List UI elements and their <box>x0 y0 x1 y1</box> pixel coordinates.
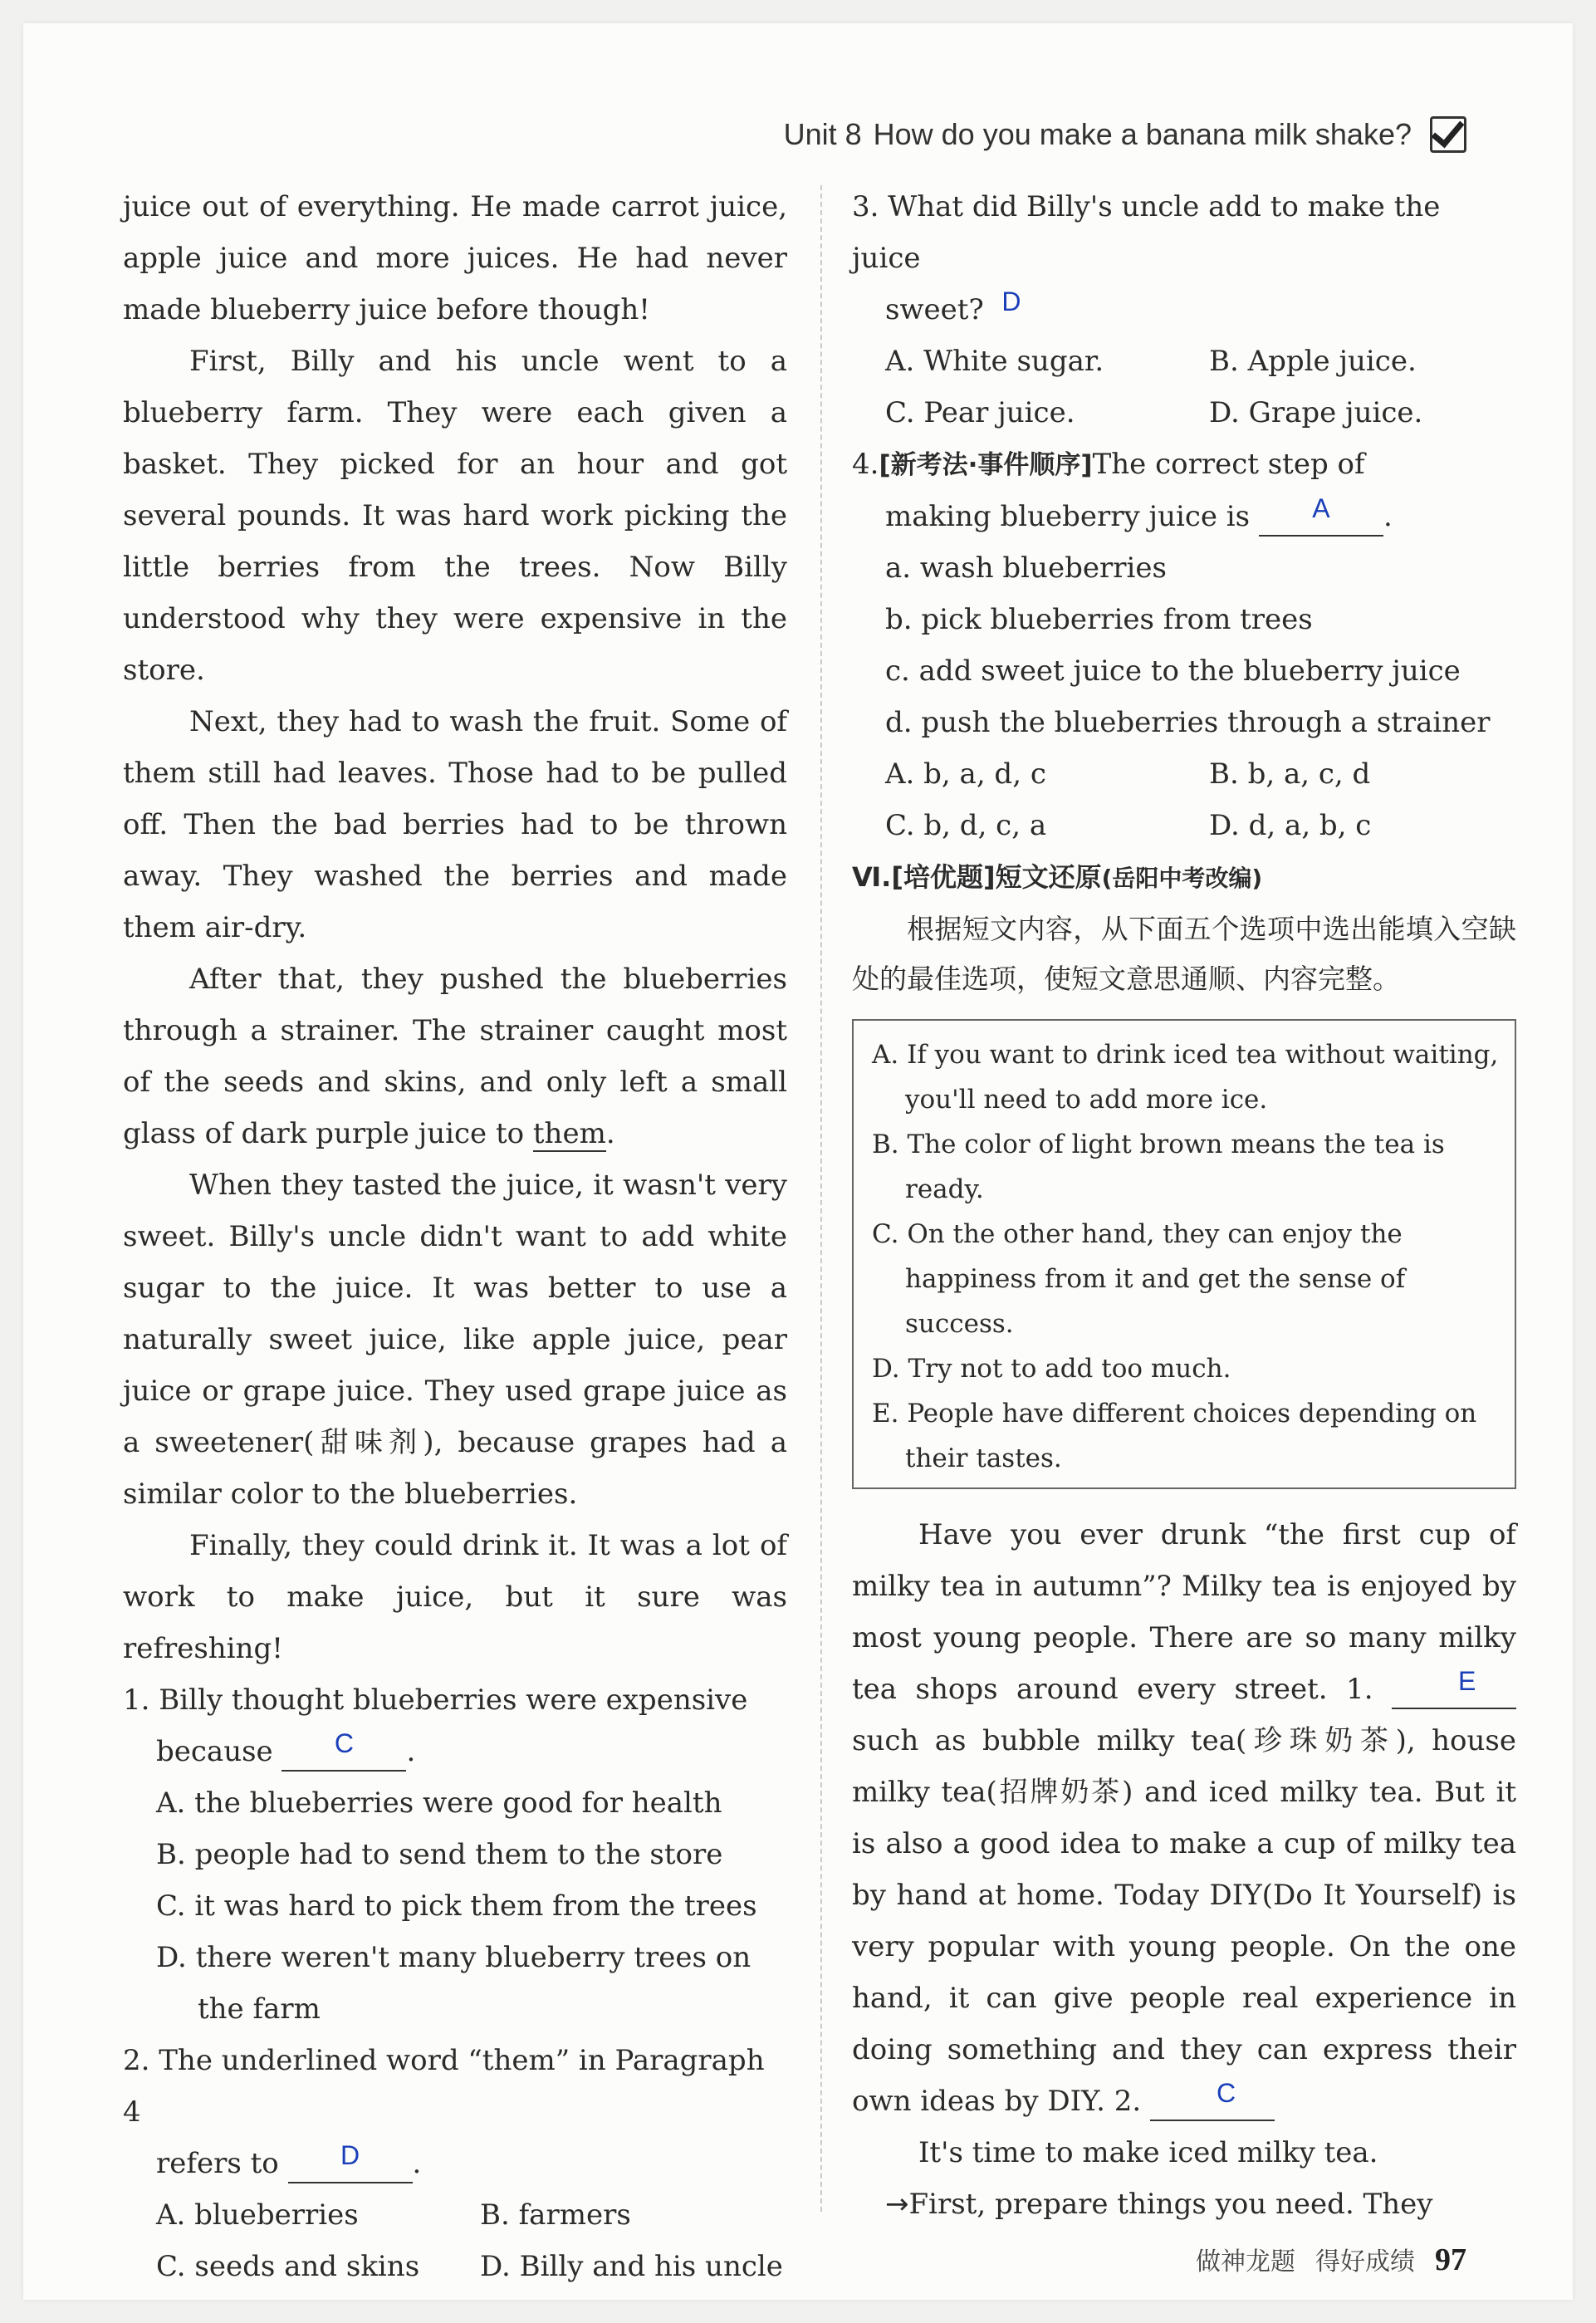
section-6 <box>852 851 1516 2230</box>
option: D. Billy and his uncle <box>480 2250 783 2283</box>
answer-blank[interactable] <box>1150 2078 1275 2121</box>
option: C. b, d, c, a <box>885 809 1047 842</box>
passage-paragraph: juice out of everything. He made carrot juice, apple juice and more juices. He had never made blueberry juice before though! <box>123 190 787 326</box>
options-box <box>852 1019 1516 1489</box>
arrow-icon: → <box>885 2188 909 2221</box>
question-stem: 1. Billy thought blueberries were expensive <box>123 1683 748 1717</box>
question-3: 3. What did Billy's uncle add to make the juice sweet? D A. White sugar. B. Apple juice. C. Pear juice. D. Grape juice. <box>852 181 1516 439</box>
option: B. b, a, c, d <box>1209 757 1371 791</box>
unit-title: How do you make a banana milk shake? <box>873 117 1412 151</box>
answer-blank[interactable] <box>1392 1666 1516 1709</box>
handwritten-answer: A <box>1312 493 1330 523</box>
passage-paragraph: After that, they pushed the blueberries through a strainer. The strainer caught most of the seeds and skins, and only left a small glass of dark purple juice to them. <box>123 963 787 1150</box>
workbook-page <box>23 23 1573 2300</box>
section-heading: Ⅵ.[培优题]短文还原(岳阳中考改编) <box>852 861 1263 893</box>
step-item: b. pick blueberries from trees <box>885 603 1313 636</box>
answer-blank[interactable] <box>282 1728 406 1772</box>
passage-paragraph: When they tasted the juice, it wasn't very sweet. Billy's uncle didn't want to add white sugar to the juice. It was better to use a naturally sweet juice, like apple juice, pear juice or grape juice. They used grape juice as a sweetener(甜味剂), because grapes had a similar color to the blueberries. <box>123 1169 787 1511</box>
underlined-word: them <box>532 1117 606 1150</box>
passage-paragraph: It's time to make iced milky tea. <box>918 2136 1378 2169</box>
option: D. Grape juice. <box>1209 396 1423 429</box>
question-4: 4.[新考法·事件顺序]The correct step of making blueberry juice is A . a. wash blueberries b. pick blueberries from trees c. add sweet juice to the blueberry juice d. push the blueberries through a strainer A. b, a, d, c B. b, a, c, d C. b, d, c, a D. d, a, b, c <box>852 439 1516 851</box>
question-stem: 2. The underlined word “them” in Paragraph 4 <box>123 2044 765 2129</box>
page-number: 97 <box>1435 2242 1466 2277</box>
answer-blank[interactable] <box>1259 493 1383 537</box>
option: C. seeds and skins <box>156 2250 420 2283</box>
handwritten-answer: C <box>1216 2078 1236 2108</box>
option: B. Apple juice. <box>1209 345 1417 378</box>
option: D. there weren't many blueberry trees on <box>156 1941 751 1974</box>
option: B. farmers <box>480 2198 631 2232</box>
option: C. On the other hand, they can enjoy the happiness from it and get the sense of success. <box>872 1219 1406 1339</box>
option: A. If you want to drink iced tea without waiting, you'll need to add more ice. <box>872 1040 1499 1115</box>
option-continued: the farm <box>198 1992 321 2026</box>
passage-paragraph: Finally, they could drink it. It was a lot of work to make juice, but it sure was refreshing! <box>123 1529 787 1665</box>
passage-paragraph: First, Billy and his uncle went to a blueberry farm. They were each given a basket. They picked for an hour and got several pounds. It was hard work picking the little berries from the trees. Now Billy understood why they were expensive in the store. <box>123 345 787 687</box>
step-item: c. add sweet juice to the blueberry juice <box>885 654 1461 688</box>
passage-paragraph: Have you ever drunk “the first cup of milky tea in autumn”? Milky tea is enjoyed by most young people. There are so many milky tea shops around every street. 1. E such as bubble milky tea(珍珠奶茶), house milky tea(招牌奶茶) and iced milky tea. But it is also a good idea to make a cup of milky tea by hand at home. Today DIY(Do It Yourself) is very popular with young people. On the one hand, it can give people real experience in doing something and they can express their own ideas by DIY. 2. C <box>852 1509 1516 2127</box>
option: D. Try not to add too much. <box>872 1354 1231 1384</box>
footer-slogan: 做神龙题 <box>1196 2247 1295 2276</box>
handwritten-answer: C <box>334 1728 355 1758</box>
handwritten-answer: D <box>1001 287 1021 316</box>
checkmark-icon <box>1430 116 1466 153</box>
unit-label: Unit 8 <box>783 117 862 151</box>
question-1: 1. Billy thought blueberries were expensive because C . A. the blueberries were good for health B. people had to send them to the store C. it was hard to pick them from the trees D. there weren't many blueberry trees on the farm <box>123 1674 787 2035</box>
instruction-text: 根据短文内容，从下面五个选项中选出能填入空缺处的最佳选项，使短文意思通顺、内容完整。 <box>852 913 1516 995</box>
option: C. Pear juice. <box>885 396 1075 429</box>
passage-paragraph: →First, prepare things you need. They <box>885 2188 1433 2221</box>
option: A. blueberries <box>156 2198 359 2232</box>
page-footer <box>1196 2241 1466 2278</box>
footer-slogan: 得好成绩 <box>1315 2247 1415 2276</box>
option: C. it was hard to pick them from the trees <box>156 1889 757 1923</box>
step-item: d. push the blueberries through a strainer <box>885 706 1491 739</box>
passage-paragraph: Next, they had to wash the fruit. Some of them still had leaves. Those had to be pulled off. Then the bad berries had to be thrown away. They washed the berries and made them air-dry. <box>123 705 787 944</box>
option: A. the blueberries were good for health <box>156 1786 722 1820</box>
handwritten-answer: E <box>1458 1666 1476 1696</box>
question-stem: 3. What did Billy's uncle add to make the juice <box>852 190 1441 275</box>
option: B. The color of light brown means the tea is ready. <box>872 1130 1445 1204</box>
handwritten-answer: D <box>340 2140 360 2170</box>
option: D. d, a, b, c <box>1209 809 1372 842</box>
right-column <box>852 181 1516 2230</box>
option: A. White sugar. <box>885 345 1104 378</box>
page-header <box>784 116 1466 153</box>
option: E. People have different choices depending on their tastes. <box>872 1399 1477 1473</box>
option: A. b, a, d, c <box>885 757 1046 791</box>
answer-blank[interactable] <box>288 2140 413 2183</box>
question-tag: [新考法·事件顺序] <box>879 450 1093 480</box>
option: B. people had to send them to the store <box>156 1838 723 1871</box>
question-2: 2. The underlined word “them” in Paragraph 4 refers to D . A. blueberries B. farmers C. seeds and skins D. Billy and his uncle <box>123 2035 787 2292</box>
step-item: a. wash blueberries <box>885 551 1167 585</box>
left-column <box>123 181 787 2292</box>
column-divider <box>820 185 822 2212</box>
